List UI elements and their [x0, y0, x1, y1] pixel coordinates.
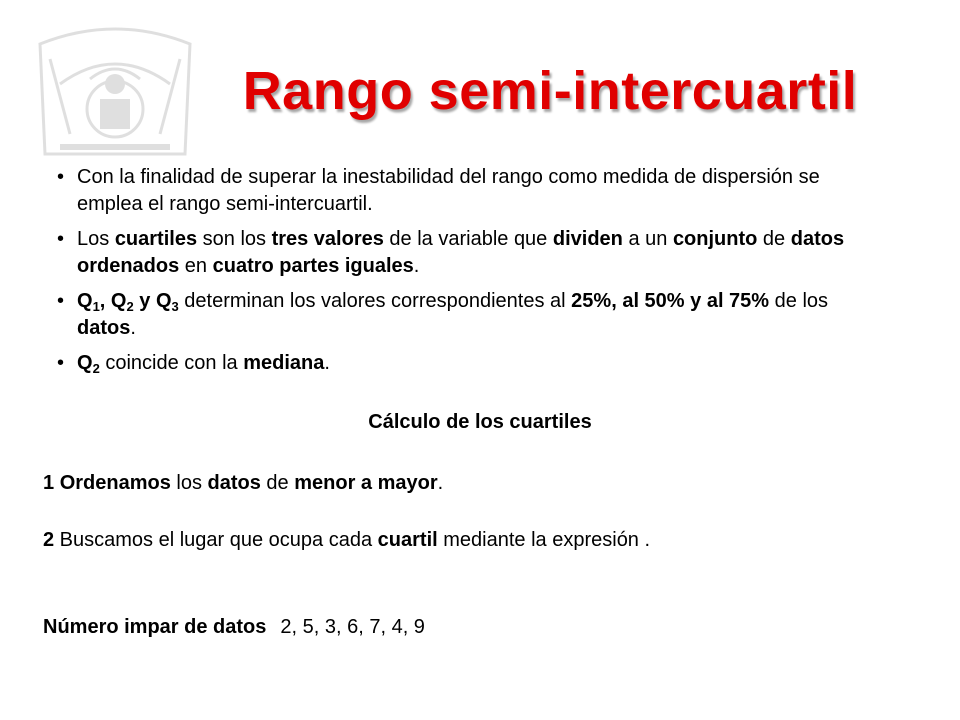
slide-title: Rango semi-intercuartil [242, 61, 858, 121]
bullet-item: • Los cuartiles son los tres valores de la variable que dividen a un conjunto de datos ordenados en cuatro partes iguales. [57, 228, 845, 277]
step-3-odd-data [43, 614, 425, 640]
odd-data-label: Número impar de datos [43, 616, 267, 638]
bullet-text: Con la finalidad de superar la inestabilidad del rango como medida de dispersión se emplea el rango semi-intercuartil. [77, 166, 820, 215]
bullet-list [57, 164, 860, 385]
step-1: 1 Ordenamos los datos de menor a mayor. [43, 472, 444, 494]
step-2: 2 Buscamos el lugar que ocupa cada cuartil mediante la expresión . [43, 529, 651, 551]
bullet-item: • Con la finalidad de superar la inestabilidad del rango como medida de dispersión se emplea el rango semi-intercuartil. [57, 166, 820, 215]
bullet-item: • $Q_1$, $Q_2$ y $Q_3$ determinan los valores correspondientes al 25%, al 50% y al 75% de los datos. [57, 290, 829, 339]
section-heading: Cálculo de los cuartiles [368, 411, 592, 433]
bullet-item: • $Q_2$ coincide con la mediana. [57, 352, 330, 376]
odd-data-values: 2, 5, 3, 6, 7, 4, 9 [280, 616, 425, 638]
